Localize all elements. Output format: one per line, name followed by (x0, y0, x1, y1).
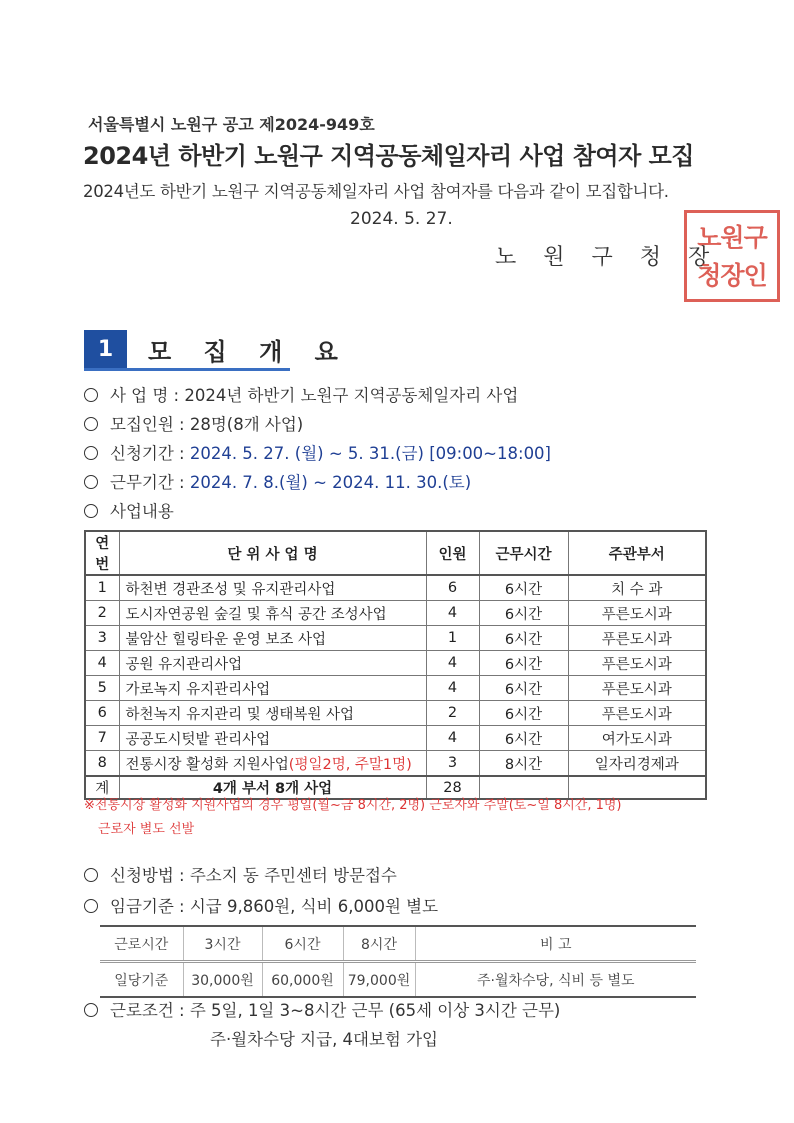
notice-date: 2024. 5. 27. (350, 209, 453, 229)
official-seal-stamp: 노원구 청장인 (684, 210, 780, 302)
cell: 60,000원 (262, 962, 343, 998)
item-apply-period (84, 440, 551, 464)
colon: : (168, 386, 185, 405)
projects-table (84, 530, 707, 800)
table-row (85, 701, 706, 726)
project-name (119, 676, 426, 701)
label: 신청기간 (110, 444, 174, 463)
department: 푸른도시과 (568, 701, 706, 726)
colon: : (173, 866, 190, 885)
work-hours: 6시간 (479, 626, 568, 651)
col-header: 연번 (85, 531, 119, 575)
project-name-text: 공원 유지관리사업 (125, 656, 243, 673)
cell: 비 고 (415, 926, 696, 962)
table-row (85, 575, 706, 601)
people: 4 (426, 601, 479, 626)
row-number: 5 (85, 676, 119, 701)
circle-bullet-icon (84, 475, 98, 489)
circle-bullet-icon (84, 868, 98, 882)
value: 28명(8개 사업) (189, 415, 304, 434)
row-number: 2 (85, 601, 119, 626)
label: 사 업 명 (110, 386, 169, 405)
item-work-period (84, 469, 471, 493)
row-number: 8 (85, 751, 119, 777)
item-project-content (84, 498, 174, 522)
work-hours: 6시간 (479, 651, 568, 676)
project-name-text: 공공도시텃밭 관리사업 (125, 731, 271, 748)
label: 근무기간 (110, 473, 174, 492)
section-title: 모 집 개 요 (148, 338, 350, 366)
item-conditions (84, 997, 560, 1021)
wage-row (100, 962, 696, 998)
work-hours: 6시간 (479, 726, 568, 751)
work-hours: 6시간 (479, 701, 568, 726)
col-header: 단 위 사 업 명 (119, 531, 426, 575)
subtitle: 2024년도 하반기 노원구 지역공동체일자리 사업 참여자를 다음과 같이 모집합니다. (83, 182, 669, 201)
value: 2024. 7. 8.(월) ~ 2024. 11. 30.(토) (189, 473, 472, 492)
people: 4 (426, 651, 479, 676)
people: 3 (426, 751, 479, 777)
label: 사업내용 (110, 502, 174, 521)
section-underline (84, 368, 290, 371)
table-row (85, 676, 706, 701)
table-row (85, 626, 706, 651)
row-number: 1 (85, 575, 119, 601)
work-hours: 6시간 (479, 676, 568, 701)
project-name-extra: (평일2명, 주말1명) (288, 756, 412, 773)
work-hours: 6시간 (479, 575, 568, 601)
row-number: 7 (85, 726, 119, 751)
project-name-text: 하천변 경관조성 및 유지관리사업 (125, 581, 336, 598)
label: 임금기준 (110, 897, 174, 916)
circle-bullet-icon (84, 388, 98, 402)
wage-table (100, 925, 696, 998)
notice-number: 서울특별시 노원구 공고 제2024-949호 (88, 115, 375, 134)
label: 모집인원 (110, 415, 174, 434)
cell: 일당기준 (114, 972, 169, 989)
department: 푸른도시과 (568, 651, 706, 676)
table-row (85, 726, 706, 751)
circle-bullet-icon (84, 446, 98, 460)
value: 주소지 동 주민센터 방문접수 (189, 866, 397, 885)
department: 푸른도시과 (568, 601, 706, 626)
people: 1 (426, 626, 479, 651)
people: 4 (426, 676, 479, 701)
label: 근로조건 (110, 1001, 174, 1020)
project-name (119, 726, 426, 751)
cell: 6시간 (262, 926, 343, 962)
circle-bullet-icon (84, 1003, 98, 1017)
people: 6 (426, 575, 479, 601)
item-project-name (84, 382, 518, 406)
row-number: 3 (85, 626, 119, 651)
project-name-text: 불암산 힐링타운 운영 보조 사업 (125, 631, 327, 648)
item-wage (84, 893, 438, 917)
note-line: 근로자 별도 선발 (98, 822, 195, 837)
table-row (85, 601, 706, 626)
project-name (119, 575, 426, 601)
department: 일자리경제과 (568, 751, 706, 777)
department: 여가도시과 (568, 726, 706, 751)
department: 치 수 과 (568, 575, 706, 601)
item-recruit-count (84, 411, 303, 435)
col-header: 주관부서 (568, 531, 706, 575)
project-name (119, 751, 426, 777)
col-header: 인원 (426, 531, 479, 575)
cell: 30,000원 (183, 962, 262, 998)
total-name: 4개 부서 8개 사업 (119, 776, 426, 799)
note-line: ※전통시장 활성화 지원사업의 경우 평일(월~금 8시간, 2명) 근로자와 주말(토~일 8시간, 1명) (84, 798, 622, 813)
cell: 주·월차수당, 식비 등 별도 (415, 962, 696, 998)
row-number: 4 (85, 651, 119, 676)
value: 주 5일, 1일 3~8시간 근무 (65세 이상 3시간 근무) (189, 1001, 561, 1020)
col-header: 근무시간 (479, 531, 568, 575)
project-name-text: 가로녹지 유지관리사업 (125, 681, 271, 698)
colon: : (173, 473, 190, 492)
colon: : (173, 1001, 190, 1020)
department: 푸른도시과 (568, 626, 706, 651)
project-name (119, 601, 426, 626)
project-name-text: 도시자연공원 숲길 및 휴식 공간 조성사업 (125, 606, 387, 623)
conditions-line2: 주·월차수당 지급, 4대보험 가입 (210, 1030, 438, 1049)
circle-bullet-icon (84, 504, 98, 518)
table-row (85, 751, 706, 777)
project-name (119, 626, 426, 651)
wage-header-row (100, 926, 696, 962)
value: 2024년 하반기 노원구 지역공동체일자리 사업 (184, 386, 519, 405)
label: 신청방법 (110, 866, 174, 885)
colon: : (173, 444, 190, 463)
item-apply-method (84, 862, 397, 886)
page-title: 2024년 하반기 노원구 지역공동체일자리 사업 참여자 모집 (83, 142, 694, 170)
table-row (85, 651, 706, 676)
section-number: 1 (84, 330, 127, 370)
total-label: 계 (85, 776, 119, 799)
cell: 8시간 (343, 926, 415, 962)
people: 4 (426, 726, 479, 751)
value: 시급 9,860원, 식비 6,000원 별도 (189, 897, 439, 916)
cell: 79,000원 (343, 962, 415, 998)
project-name (119, 651, 426, 676)
signer: 노 원 구 청 장 (495, 245, 720, 270)
colon: : (173, 415, 190, 434)
cell: 근로시간 (100, 926, 183, 962)
cell: 3시간 (183, 926, 262, 962)
people: 2 (426, 701, 479, 726)
circle-bullet-icon (84, 417, 98, 431)
project-name (119, 701, 426, 726)
value: 2024. 5. 27. (월) ~ 5. 31.(금) [09:00~18:00] (189, 444, 551, 463)
table-header-row (85, 531, 706, 575)
circle-bullet-icon (84, 899, 98, 913)
total-people: 28 (426, 776, 479, 799)
colon: : (173, 897, 190, 916)
project-name-text: 전통시장 활성화 지원사업 (125, 756, 289, 773)
work-hours: 8시간 (479, 751, 568, 777)
project-name-text: 하천녹지 유지관리 및 생태복원 사업 (125, 706, 355, 723)
row-number: 6 (85, 701, 119, 726)
work-hours: 6시간 (479, 601, 568, 626)
department: 푸른도시과 (568, 676, 706, 701)
